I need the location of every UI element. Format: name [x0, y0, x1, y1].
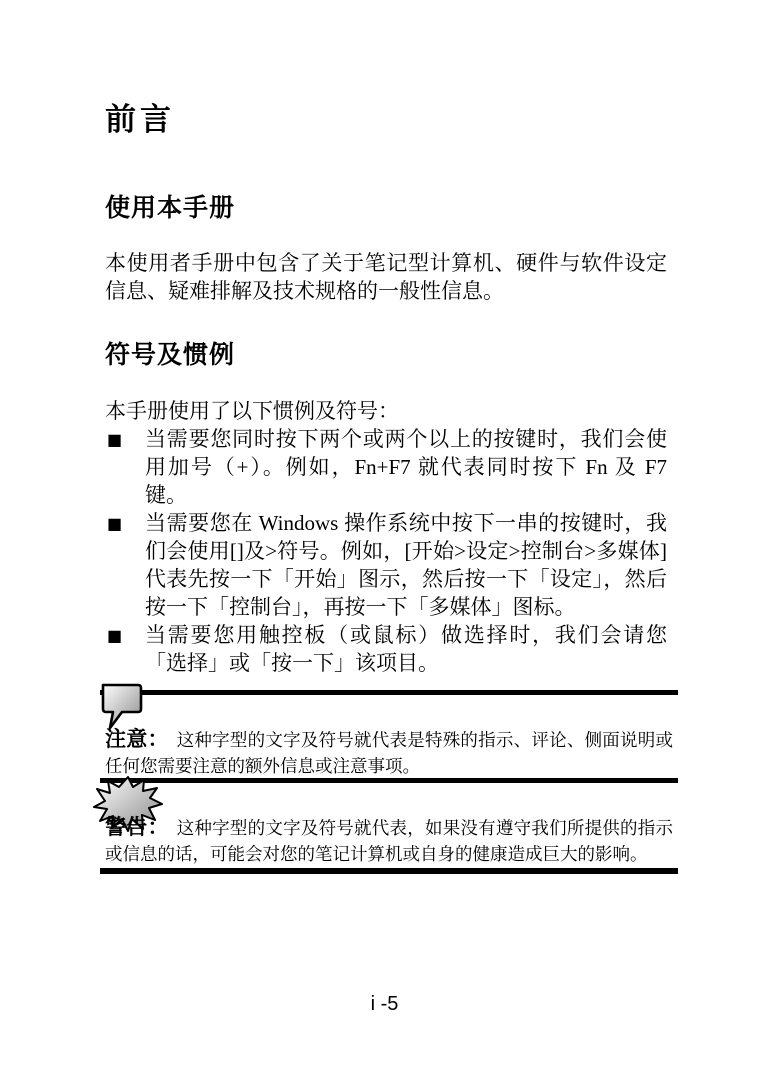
- note-top-rule: [100, 690, 678, 695]
- bullet-text: 当需要您在 Windows 操作系统中按下一串的按键时，我们会使用[]及>符号。例如，[开始>设定>控制台>多媒体]代表先按一下「开始」图示，然后按一下「设定」，然后按一下「控制台」，再按一下「多媒体」图标。: [145, 511, 668, 619]
- list-item: [105, 621, 667, 677]
- usage-paragraph: 本使用者手册中包含了关于笔记型计算机、硬件与软件设定信息、疑难排解及技术规格的一般性信息。: [105, 251, 667, 303]
- warning-body: 这种字型的文字及符号就代表，如果没有遵守我们所提供的指示或信息的话，可能会对您的笔记计算机或自身的健康造成巨大的影响。: [105, 818, 674, 864]
- note-body: 这种字型的文字及符号就代表是特殊的指示、评论、侧面说明或任何您需要注意的额外信息或注意事项。: [105, 730, 674, 776]
- conventions-bullet-list: [105, 425, 667, 677]
- speech-bubble-icon: [97, 682, 145, 732]
- note-callout: [105, 726, 673, 779]
- square-bullet-icon: ■: [107, 626, 123, 645]
- square-bullet-icon: ■: [107, 430, 123, 449]
- warning-callout: [105, 814, 673, 867]
- bullet-text: 当需要您用触控板（或鼠标）做选择时，我们会请您「选择」或「按一下」该项目。: [145, 623, 667, 675]
- square-bullet-icon: ■: [107, 514, 123, 533]
- list-item: [105, 509, 667, 621]
- warning-label: 警告：: [105, 815, 169, 839]
- section-heading-symbols: 符号及惯例: [105, 342, 236, 369]
- page-title: 前言: [105, 102, 175, 137]
- warning-bottom-rule: [100, 868, 678, 874]
- bullet-text: 当需要您同时按下两个或两个以上的按键时，我们会使用加号（+）。例如，Fn+F7 就代表同时按下 Fn 及 F7 键。: [145, 427, 667, 507]
- warning-top-rule: [100, 778, 678, 783]
- page-number: i -5: [370, 993, 399, 1015]
- section-heading-usage: 使用本手册: [105, 195, 236, 222]
- list-item: [105, 425, 667, 509]
- note-label: 注意：: [105, 727, 169, 751]
- symbols-intro: 本手册使用了以下惯例及符号：: [105, 399, 399, 423]
